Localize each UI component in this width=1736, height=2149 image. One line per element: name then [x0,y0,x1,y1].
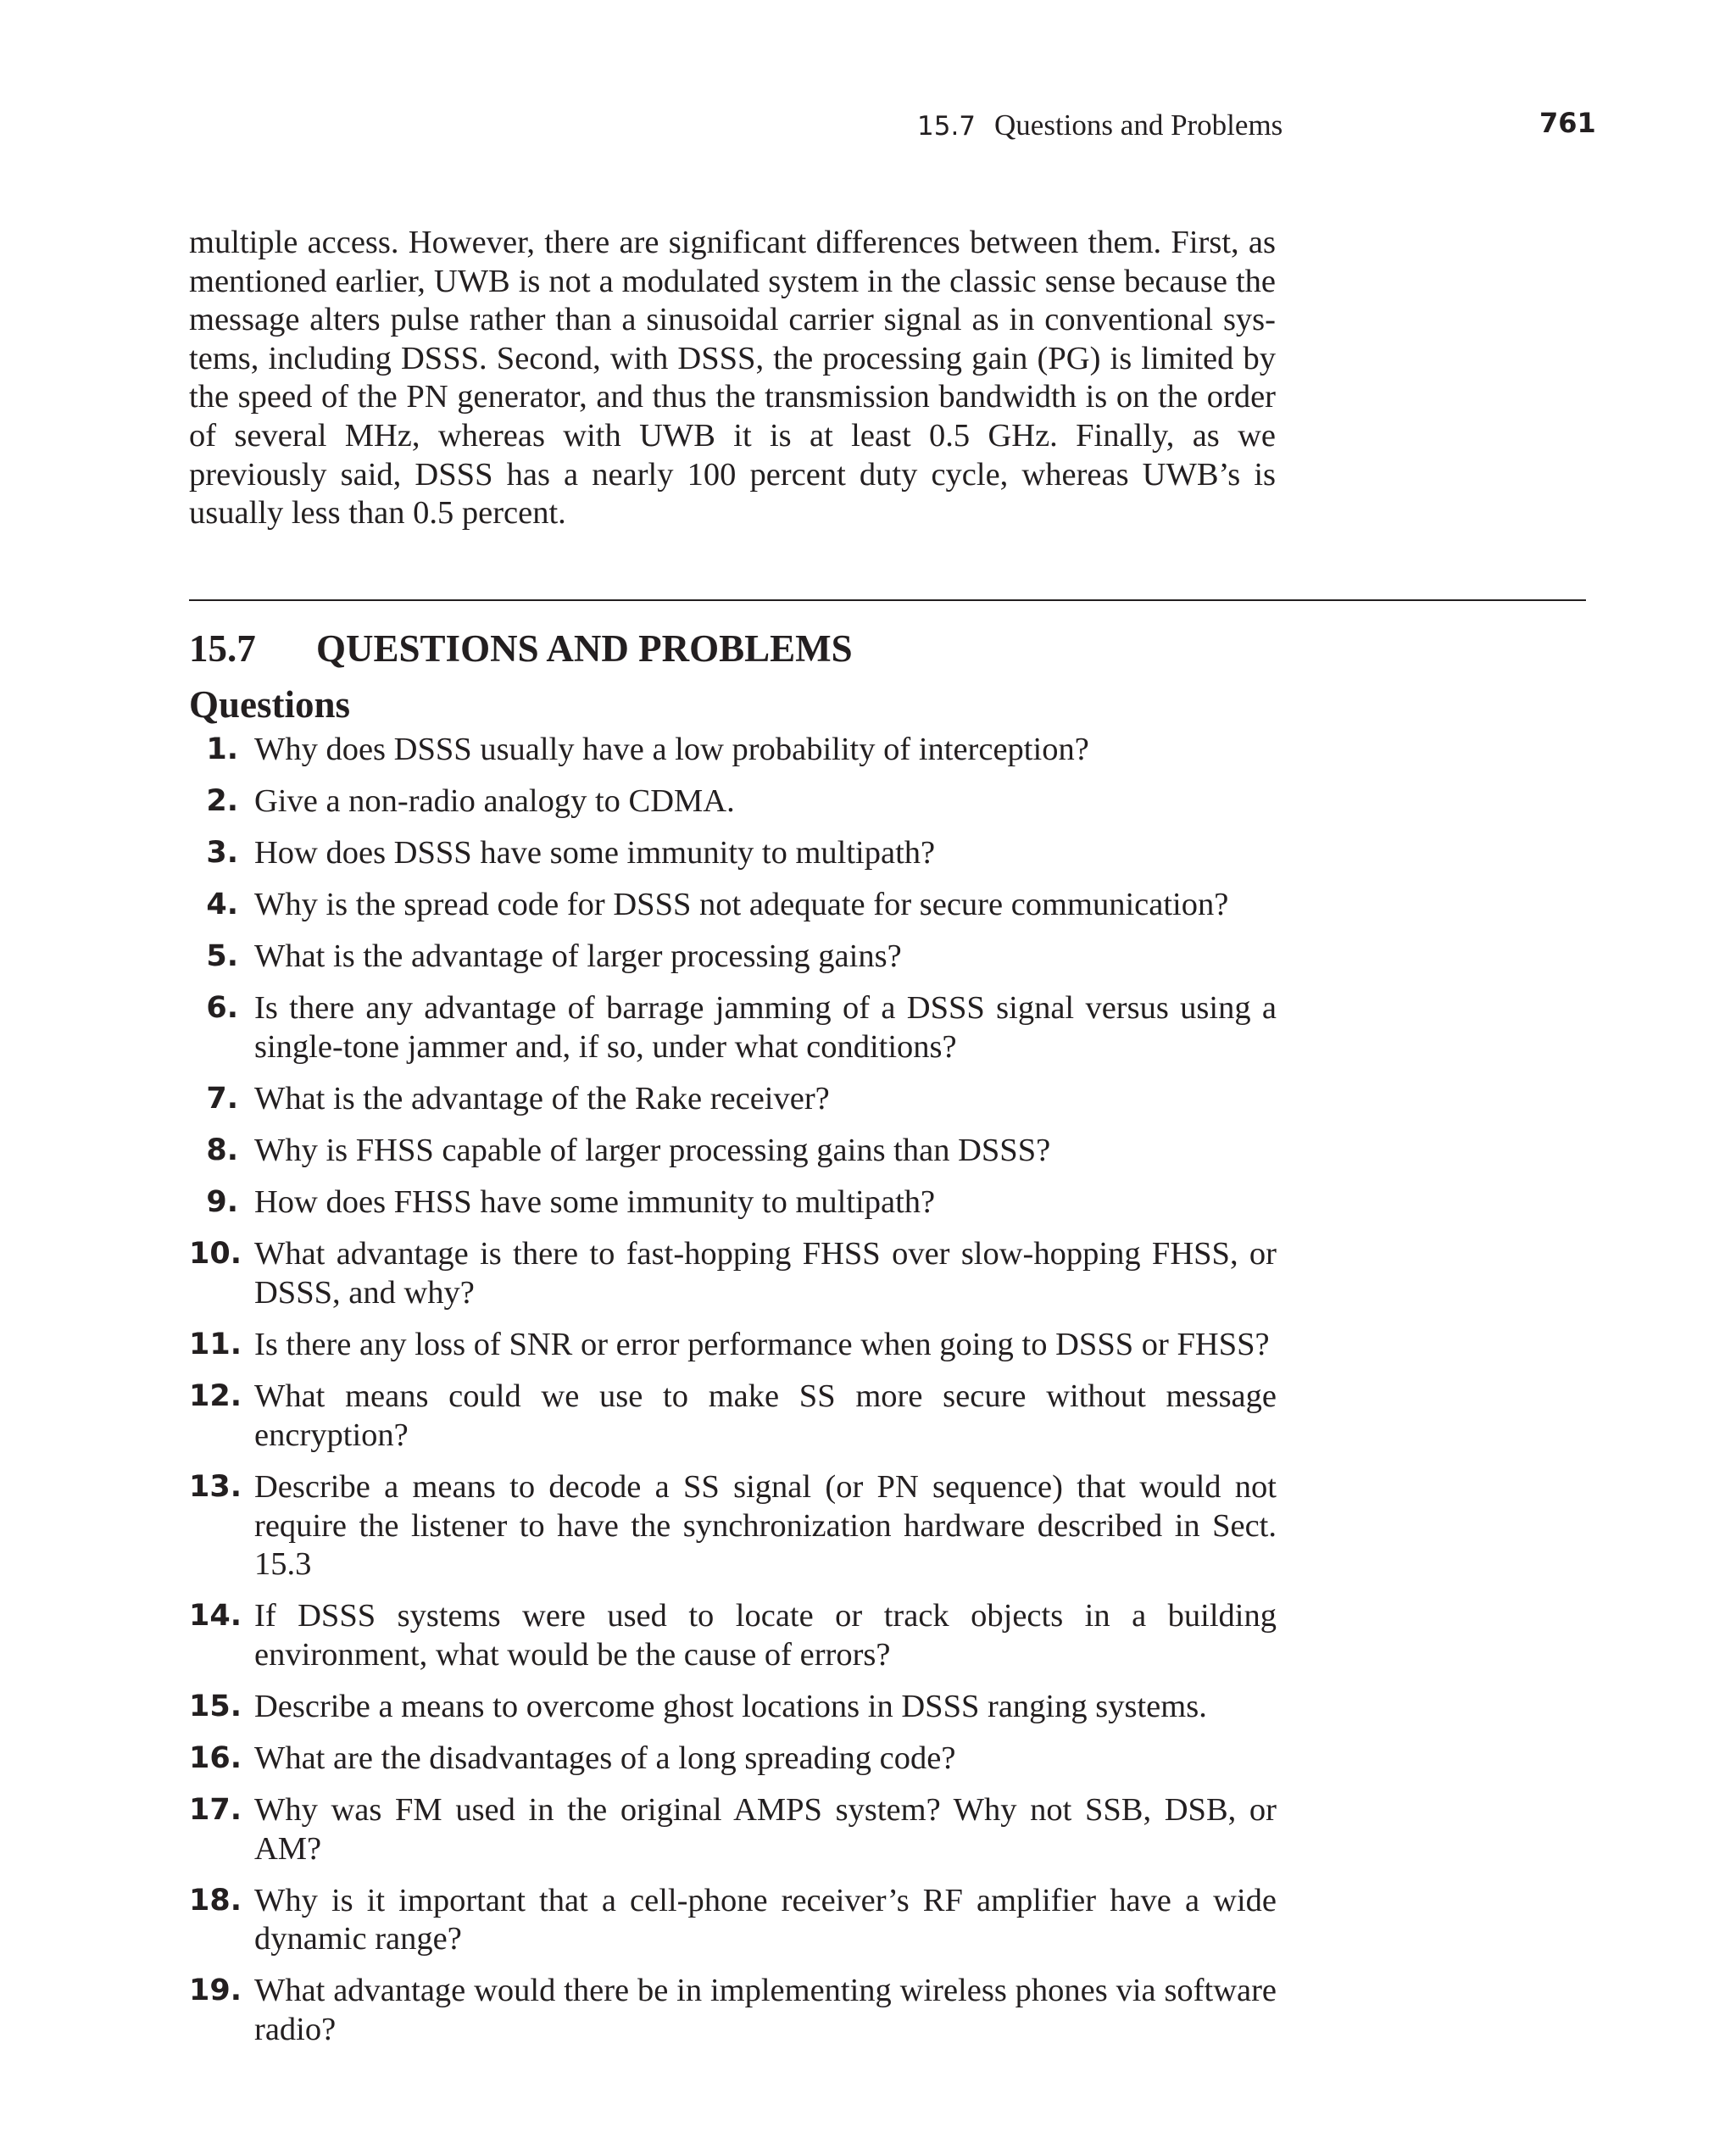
question-number: 6. [206,991,238,1026]
question-text: Why is FHSS capable of larger processing gains than DSSS? [254,1133,1051,1169]
question-number: 14. [189,1599,242,1634]
section-heading-title: QUESTIONS AND PROBLEMS [316,627,853,670]
question-item [189,1183,1277,1222]
question-text: Is there any advantage of barrage jamming of a DSSS signal versus using a single-tone jammer and, if so, under what conditions? [254,990,1277,1066]
question-text: What advantage would there be in implementing wireless phones via software radio? [254,1973,1277,2048]
question-item [189,1791,1277,1868]
question-item [189,1132,1277,1171]
question-item [189,1468,1277,1584]
question-number: 19. [189,1974,242,2008]
question-number: 4. [206,888,238,922]
question-item [189,1378,1277,1455]
question-item [189,834,1277,873]
question-item [189,1080,1277,1119]
question-item [189,1882,1277,1959]
question-number: 8. [206,1133,238,1168]
question-number: 5. [206,939,238,974]
question-item [189,782,1277,821]
question-number: 1. [206,732,238,766]
question-text: Why was FM used in the original AMPS system? Why not SSB, DSB, or AM? [254,1792,1277,1867]
intro-paragraph: multiple access. However, there are significant differences between them. First, as mentioned earlier, UWB is not a modulated system in the classic sense because the message alters pulse rather than a sinusoidal carrier signal as in conventional sys- tems, including DSSS. Second, with DSSS, the processing gain (PG) is limited by the speed of the PN generator, and thus the transmission bandwidth is on the order of several MHz, whereas with UWB it is at least 0.5 GHz. Finally, as we previously said, DSSS has a nearly 100 percent duty cycle, whereas UWB’s is usually less than 0.5 percent. [189,225,1276,532]
question-number: 2. [206,784,238,819]
question-text: How does FHSS have some immunity to multipath? [254,1184,936,1221]
questions-subheading: Questions [189,683,351,726]
question-text: What advantage is there to fast-hopping FHSS over slow-hopping FHSS, or DSSS, and why? [254,1236,1277,1311]
running-head-section-number: 15.7 [917,111,976,142]
question-text: What means could we use to make SS more secure without message encryption? [254,1378,1277,1453]
question-item [189,989,1277,1066]
section-divider [189,599,1586,601]
question-text: Why does DSSS usually have a low probability of interception? [254,732,1089,767]
question-number: 18. [189,1883,242,1918]
question-text: Is there any loss of SNR or error performance when going to DSSS or FHSS? [254,1327,1270,1363]
question-number: 9. [206,1185,238,1220]
question-number: 12. [189,1379,242,1414]
question-text: Describe a means to decode a SS signal (or PN sequence) that would not require the listener to have the synchronization hardware described in Sect. 15.3 [254,1468,1277,1583]
question-item [189,938,1277,977]
question-text: What is the advantage of the Rake receiver? [254,1081,830,1117]
question-number: 11. [189,1328,242,1362]
question-number: 13. [189,1469,242,1504]
question-item [189,1326,1277,1365]
question-item [189,1972,1277,2049]
question-number: 10. [189,1237,242,1272]
question-text: Describe a means to overcome ghost locations in DSSS ranging systems. [254,1688,1207,1724]
question-item [189,886,1277,925]
question-text: If DSSS systems were used to locate or track objects in a building environment, what would be the cause of errors? [254,1598,1277,1673]
question-number: 3. [206,836,238,871]
question-item [189,1597,1277,1674]
question-text: How does DSSS have some immunity to multipath? [254,835,936,871]
running-head-title: Questions and Problems [994,109,1283,142]
question-number: 16. [189,1740,242,1775]
question-item [189,1235,1277,1312]
question-text: Why is it important that a cell-phone receiver’s RF amplifier have a wide dynamic range? [254,1882,1277,1957]
question-text: What are the disadvantages of a long spreading code? [254,1740,956,1776]
question-item [189,1740,1277,1779]
question-item [189,731,1277,770]
question-text: Why is the spread code for DSSS not adequate for secure communication? [254,887,1229,923]
question-text: Give a non-radio analogy to CDMA. [254,783,735,820]
question-number: 17. [189,1793,242,1828]
question-number: 15. [189,1689,242,1723]
questions-list [189,731,1277,2063]
running-head [917,109,1283,142]
question-number: 7. [206,1082,238,1116]
question-text: What is the advantage of larger processing gains? [254,938,902,975]
section-heading-number: 15.7 [189,627,256,670]
section-heading [189,625,853,672]
page-number: 761 [1539,107,1596,139]
question-item [189,1688,1277,1727]
